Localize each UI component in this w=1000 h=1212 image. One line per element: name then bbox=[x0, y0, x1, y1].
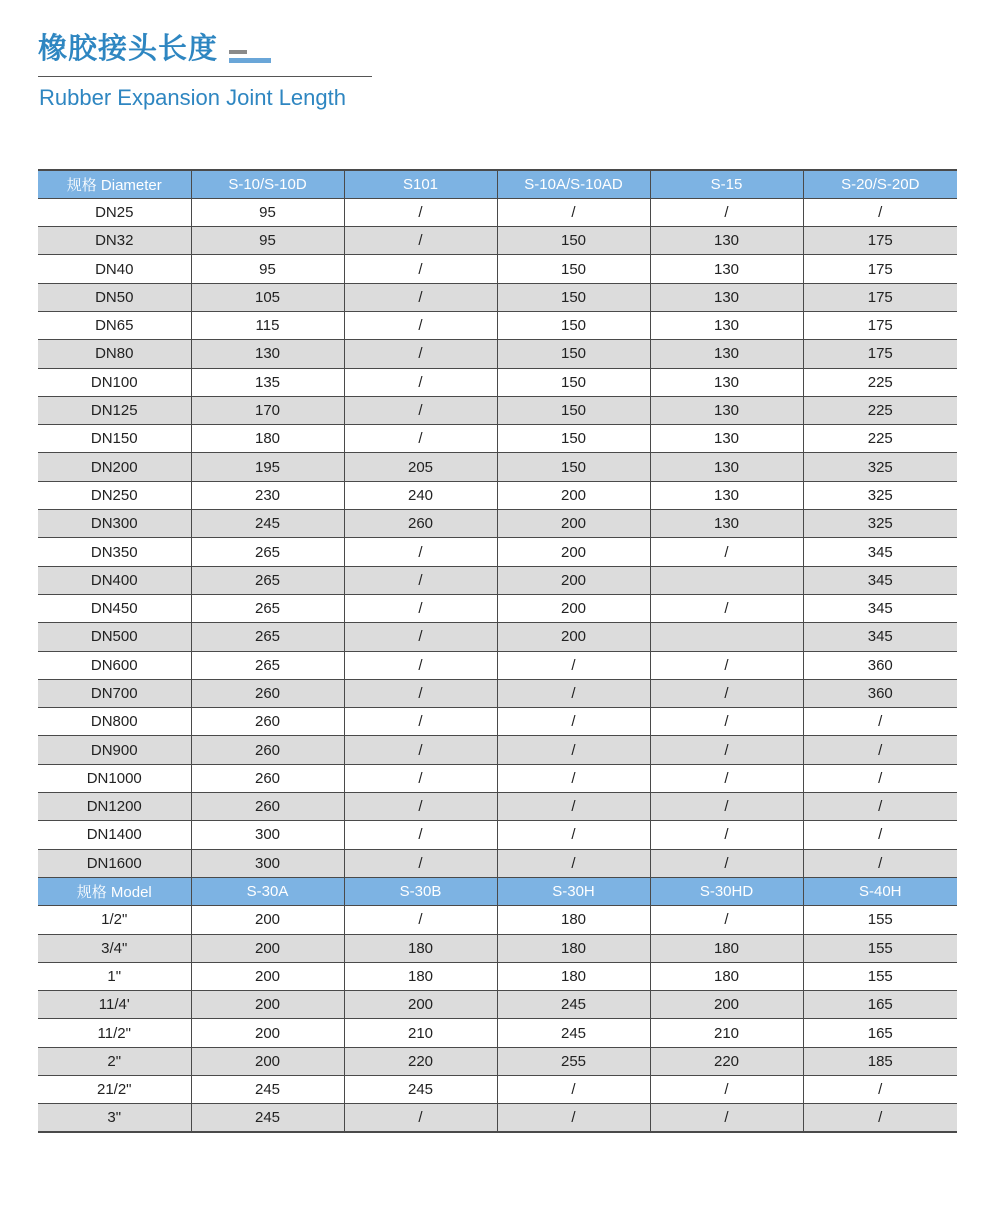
length-table bbox=[38, 169, 957, 1133]
table-row bbox=[38, 1047, 957, 1075]
value-cell: / bbox=[344, 594, 497, 622]
value-cell: 150 bbox=[497, 227, 650, 255]
title-divider bbox=[38, 76, 372, 77]
column-header: 规格 Diameter bbox=[38, 170, 191, 198]
table-row bbox=[38, 849, 957, 877]
decoration-bar-long bbox=[229, 58, 271, 63]
table-row bbox=[38, 368, 957, 396]
decoration-bar-short bbox=[229, 50, 247, 54]
table-row bbox=[38, 396, 957, 424]
value-cell: 265 bbox=[191, 566, 344, 594]
value-cell: 180 bbox=[650, 962, 803, 990]
value-cell: / bbox=[803, 1076, 957, 1104]
table2-header-row bbox=[38, 877, 957, 905]
value-cell: 130 bbox=[650, 227, 803, 255]
row-label-cell: 11/2" bbox=[38, 1019, 191, 1047]
value-cell: 95 bbox=[191, 255, 344, 283]
table-row bbox=[38, 283, 957, 311]
value-cell: 300 bbox=[191, 849, 344, 877]
value-cell: 155 bbox=[803, 962, 957, 990]
value-cell: 200 bbox=[497, 623, 650, 651]
value-cell bbox=[650, 566, 803, 594]
value-cell: / bbox=[344, 368, 497, 396]
row-label-cell: 11/4' bbox=[38, 991, 191, 1019]
row-label-cell: DN1000 bbox=[38, 764, 191, 792]
value-cell: / bbox=[344, 283, 497, 311]
value-cell: / bbox=[650, 849, 803, 877]
value-cell: / bbox=[344, 906, 497, 934]
row-label-cell: DN65 bbox=[38, 311, 191, 339]
value-cell: 200 bbox=[344, 991, 497, 1019]
value-cell: / bbox=[803, 849, 957, 877]
value-cell: 265 bbox=[191, 594, 344, 622]
row-label-cell: 1/2" bbox=[38, 906, 191, 934]
value-cell: 175 bbox=[803, 311, 957, 339]
value-cell: 150 bbox=[497, 311, 650, 339]
row-label-cell: 1" bbox=[38, 962, 191, 990]
row-label-cell: 21/2" bbox=[38, 1076, 191, 1104]
value-cell: / bbox=[497, 849, 650, 877]
value-cell: 360 bbox=[803, 679, 957, 707]
value-cell: 180 bbox=[191, 425, 344, 453]
value-cell: / bbox=[344, 198, 497, 226]
value-cell: / bbox=[344, 566, 497, 594]
value-cell: / bbox=[497, 679, 650, 707]
value-cell: / bbox=[497, 1076, 650, 1104]
value-cell: 245 bbox=[344, 1076, 497, 1104]
value-cell: 115 bbox=[191, 311, 344, 339]
table-row bbox=[38, 594, 957, 622]
page-title-english: Rubber Expansion Joint Length bbox=[39, 85, 346, 110]
value-cell: 240 bbox=[344, 481, 497, 509]
value-cell: / bbox=[650, 821, 803, 849]
value-cell: / bbox=[803, 1104, 957, 1132]
length-table-container bbox=[38, 169, 957, 1133]
row-label-cell: DN1400 bbox=[38, 821, 191, 849]
row-label-cell: DN700 bbox=[38, 679, 191, 707]
column-header: S-10A/S-10AD bbox=[497, 170, 650, 198]
row-label-cell: DN600 bbox=[38, 651, 191, 679]
value-cell: 165 bbox=[803, 991, 957, 1019]
value-cell: / bbox=[650, 906, 803, 934]
row-label-cell: DN125 bbox=[38, 396, 191, 424]
table-row bbox=[38, 566, 957, 594]
value-cell: / bbox=[344, 227, 497, 255]
value-cell: 130 bbox=[650, 311, 803, 339]
value-cell: 230 bbox=[191, 481, 344, 509]
value-cell: / bbox=[497, 1104, 650, 1132]
value-cell: 150 bbox=[497, 283, 650, 311]
table-row bbox=[38, 821, 957, 849]
page-title-chinese: 橡胶接头长度 bbox=[38, 31, 219, 65]
value-cell: 180 bbox=[650, 934, 803, 962]
row-label-cell: 3" bbox=[38, 1104, 191, 1132]
value-cell: / bbox=[803, 764, 957, 792]
value-cell: 150 bbox=[497, 425, 650, 453]
table-row bbox=[38, 1076, 957, 1104]
value-cell: / bbox=[344, 651, 497, 679]
table-row bbox=[38, 510, 957, 538]
value-cell: 345 bbox=[803, 538, 957, 566]
value-cell: 265 bbox=[191, 651, 344, 679]
row-label-cell: DN100 bbox=[38, 368, 191, 396]
value-cell: / bbox=[650, 1104, 803, 1132]
value-cell: / bbox=[650, 538, 803, 566]
row-label-cell: DN25 bbox=[38, 198, 191, 226]
table-row bbox=[38, 934, 957, 962]
value-cell: 260 bbox=[191, 764, 344, 792]
value-cell: / bbox=[650, 651, 803, 679]
value-cell: / bbox=[497, 793, 650, 821]
row-label-cell: DN500 bbox=[38, 623, 191, 651]
value-cell: 165 bbox=[803, 1019, 957, 1047]
value-cell: / bbox=[344, 396, 497, 424]
row-label-cell: DN80 bbox=[38, 340, 191, 368]
value-cell: 265 bbox=[191, 623, 344, 651]
value-cell: / bbox=[803, 198, 957, 226]
value-cell: / bbox=[344, 849, 497, 877]
table-row bbox=[38, 651, 957, 679]
value-cell: 105 bbox=[191, 283, 344, 311]
value-cell: 150 bbox=[497, 368, 650, 396]
value-cell: 175 bbox=[803, 283, 957, 311]
value-cell: / bbox=[803, 736, 957, 764]
value-cell: 180 bbox=[344, 962, 497, 990]
row-label-cell: DN150 bbox=[38, 425, 191, 453]
value-cell: 170 bbox=[191, 396, 344, 424]
value-cell: 150 bbox=[497, 255, 650, 283]
value-cell: 155 bbox=[803, 906, 957, 934]
value-cell: 260 bbox=[191, 708, 344, 736]
value-cell: 180 bbox=[497, 962, 650, 990]
value-cell: 130 bbox=[650, 453, 803, 481]
column-header: S101 bbox=[344, 170, 497, 198]
table-row bbox=[38, 679, 957, 707]
value-cell: / bbox=[650, 1076, 803, 1104]
value-cell: 345 bbox=[803, 623, 957, 651]
value-cell: / bbox=[497, 198, 650, 226]
value-cell: / bbox=[803, 821, 957, 849]
table-row bbox=[38, 425, 957, 453]
value-cell: 345 bbox=[803, 594, 957, 622]
title-decoration bbox=[229, 50, 271, 64]
value-cell: 130 bbox=[650, 255, 803, 283]
value-cell: / bbox=[344, 255, 497, 283]
value-cell: 200 bbox=[191, 1047, 344, 1075]
row-label-cell: DN300 bbox=[38, 510, 191, 538]
value-cell: 210 bbox=[344, 1019, 497, 1047]
value-cell: 130 bbox=[650, 510, 803, 538]
table-row bbox=[38, 453, 957, 481]
value-cell: 245 bbox=[497, 991, 650, 1019]
value-cell: / bbox=[497, 821, 650, 849]
value-cell: 360 bbox=[803, 651, 957, 679]
value-cell: / bbox=[344, 1104, 497, 1132]
value-cell: 225 bbox=[803, 368, 957, 396]
value-cell: / bbox=[344, 538, 497, 566]
value-cell: / bbox=[650, 679, 803, 707]
value-cell: / bbox=[650, 736, 803, 764]
column-header: S-10/S-10D bbox=[191, 170, 344, 198]
table1-header-row bbox=[38, 170, 957, 198]
value-cell: 255 bbox=[497, 1047, 650, 1075]
table-row bbox=[38, 764, 957, 792]
row-label-cell: DN900 bbox=[38, 736, 191, 764]
value-cell: 150 bbox=[497, 340, 650, 368]
value-cell: 300 bbox=[191, 821, 344, 849]
value-cell: / bbox=[497, 708, 650, 736]
value-cell: 265 bbox=[191, 538, 344, 566]
value-cell: 245 bbox=[497, 1019, 650, 1047]
value-cell: / bbox=[497, 736, 650, 764]
value-cell: 345 bbox=[803, 566, 957, 594]
value-cell: 200 bbox=[191, 991, 344, 1019]
value-cell: 245 bbox=[191, 1104, 344, 1132]
row-label-cell: 2" bbox=[38, 1047, 191, 1075]
column-header: S-20/S-20D bbox=[803, 170, 957, 198]
column-header: S-30B bbox=[344, 877, 497, 905]
table-row bbox=[38, 962, 957, 990]
value-cell: 245 bbox=[191, 510, 344, 538]
value-cell: / bbox=[344, 821, 497, 849]
value-cell: 180 bbox=[344, 934, 497, 962]
value-cell: 200 bbox=[191, 934, 344, 962]
value-cell: 200 bbox=[497, 594, 650, 622]
value-cell: / bbox=[497, 651, 650, 679]
value-cell: 325 bbox=[803, 510, 957, 538]
value-cell: / bbox=[344, 793, 497, 821]
value-cell: 260 bbox=[191, 679, 344, 707]
value-cell: / bbox=[650, 708, 803, 736]
value-cell: 150 bbox=[497, 396, 650, 424]
value-cell: 175 bbox=[803, 255, 957, 283]
row-label-cell: DN40 bbox=[38, 255, 191, 283]
column-header: 规格 Model bbox=[38, 877, 191, 905]
value-cell: / bbox=[497, 764, 650, 792]
value-cell: / bbox=[344, 425, 497, 453]
value-cell: 245 bbox=[191, 1076, 344, 1104]
value-cell: 130 bbox=[650, 396, 803, 424]
row-label-cell: DN50 bbox=[38, 283, 191, 311]
value-cell: 95 bbox=[191, 198, 344, 226]
table-row bbox=[38, 198, 957, 226]
table-row bbox=[38, 623, 957, 651]
table-row bbox=[38, 708, 957, 736]
table-row bbox=[38, 991, 957, 1019]
table-row bbox=[38, 1104, 957, 1132]
value-cell: / bbox=[650, 198, 803, 226]
value-cell: / bbox=[344, 623, 497, 651]
row-label-cell: DN200 bbox=[38, 453, 191, 481]
value-cell bbox=[650, 623, 803, 651]
table-row bbox=[38, 255, 957, 283]
value-cell: 130 bbox=[650, 425, 803, 453]
table-row bbox=[38, 227, 957, 255]
table-row bbox=[38, 736, 957, 764]
table-row bbox=[38, 481, 957, 509]
value-cell: 200 bbox=[191, 1019, 344, 1047]
value-cell: 175 bbox=[803, 340, 957, 368]
row-label-cell: 3/4" bbox=[38, 934, 191, 962]
value-cell: 130 bbox=[650, 481, 803, 509]
value-cell: 135 bbox=[191, 368, 344, 396]
value-cell: 220 bbox=[344, 1047, 497, 1075]
value-cell: 200 bbox=[191, 962, 344, 990]
value-cell: / bbox=[344, 311, 497, 339]
table-row bbox=[38, 340, 957, 368]
row-label-cell: DN32 bbox=[38, 227, 191, 255]
row-label-cell: DN400 bbox=[38, 566, 191, 594]
value-cell: 200 bbox=[497, 510, 650, 538]
value-cell: 200 bbox=[650, 991, 803, 1019]
value-cell: 200 bbox=[497, 538, 650, 566]
table-row bbox=[38, 538, 957, 566]
value-cell: 130 bbox=[650, 283, 803, 311]
value-cell: / bbox=[344, 679, 497, 707]
value-cell: / bbox=[650, 594, 803, 622]
value-cell: / bbox=[803, 708, 957, 736]
row-label-cell: DN350 bbox=[38, 538, 191, 566]
value-cell: / bbox=[650, 764, 803, 792]
column-header: S-40H bbox=[803, 877, 957, 905]
value-cell: 200 bbox=[497, 481, 650, 509]
value-cell: 225 bbox=[803, 396, 957, 424]
table-row bbox=[38, 311, 957, 339]
value-cell: 180 bbox=[497, 906, 650, 934]
column-header: S-30H bbox=[497, 877, 650, 905]
value-cell: / bbox=[344, 708, 497, 736]
value-cell: 210 bbox=[650, 1019, 803, 1047]
value-cell: 180 bbox=[497, 934, 650, 962]
table-row bbox=[38, 793, 957, 821]
value-cell: 225 bbox=[803, 425, 957, 453]
row-label-cell: DN450 bbox=[38, 594, 191, 622]
value-cell: / bbox=[344, 764, 497, 792]
column-header: S-30HD bbox=[650, 877, 803, 905]
value-cell: 185 bbox=[803, 1047, 957, 1075]
value-cell: 200 bbox=[497, 566, 650, 594]
column-header: S-15 bbox=[650, 170, 803, 198]
value-cell: 260 bbox=[191, 736, 344, 764]
value-cell: 325 bbox=[803, 453, 957, 481]
value-cell: 195 bbox=[191, 453, 344, 481]
value-cell: 155 bbox=[803, 934, 957, 962]
value-cell: 150 bbox=[497, 453, 650, 481]
value-cell: 260 bbox=[191, 793, 344, 821]
value-cell: / bbox=[650, 793, 803, 821]
value-cell: 175 bbox=[803, 227, 957, 255]
row-label-cell: DN800 bbox=[38, 708, 191, 736]
value-cell: 325 bbox=[803, 481, 957, 509]
value-cell: / bbox=[803, 793, 957, 821]
value-cell: 95 bbox=[191, 227, 344, 255]
value-cell: / bbox=[344, 340, 497, 368]
value-cell: 205 bbox=[344, 453, 497, 481]
table-row bbox=[38, 906, 957, 934]
row-label-cell: DN250 bbox=[38, 481, 191, 509]
value-cell: 200 bbox=[191, 906, 344, 934]
row-label-cell: DN1200 bbox=[38, 793, 191, 821]
value-cell: 130 bbox=[191, 340, 344, 368]
value-cell: 260 bbox=[344, 510, 497, 538]
value-cell: 130 bbox=[650, 368, 803, 396]
table-row bbox=[38, 1019, 957, 1047]
value-cell: 220 bbox=[650, 1047, 803, 1075]
row-label-cell: DN1600 bbox=[38, 849, 191, 877]
value-cell: 130 bbox=[650, 340, 803, 368]
value-cell: / bbox=[344, 736, 497, 764]
column-header: S-30A bbox=[191, 877, 344, 905]
